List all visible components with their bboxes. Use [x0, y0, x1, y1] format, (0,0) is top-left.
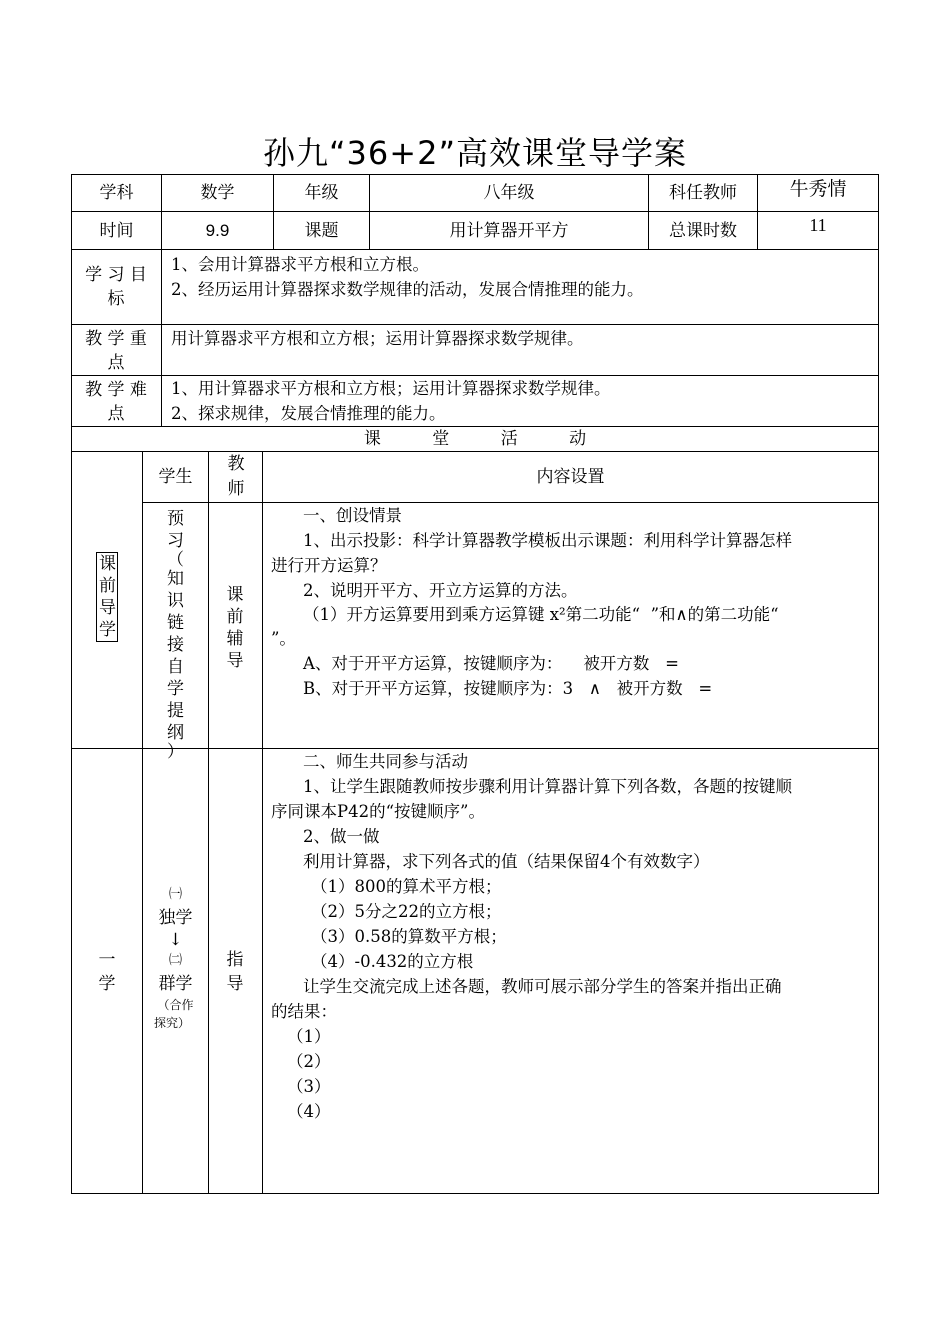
s2-line-6: （1）800的算术平方根；	[311, 877, 502, 896]
s2-line-12: （1）	[287, 1027, 331, 1046]
s2-line-1: 二、师生共同参与活动	[303, 752, 468, 771]
objective-line-2: 2、经历运用计算器探求数学规律的活动，发展合情推理的能力。	[171, 280, 644, 299]
section1-student: 预 习 （ 知 识 链 接 自 学 提 纲 ）	[167, 509, 184, 762]
student-step-2-marker: ㈡	[168, 953, 182, 968]
objectives-label: 学 习 目 标	[85, 265, 147, 309]
objective-line-1: 1、会用计算器求平方根和立方根。	[171, 255, 429, 274]
difficulty-line-1: 1、用计算器求平方根和立方根；运用计算器探求数学规律。	[171, 379, 611, 398]
difficulty-line-2: 2、探求规律，发展合情推理的能力。	[171, 404, 446, 423]
section2-student	[143, 884, 208, 1032]
section2-teacher: 指 导	[226, 950, 244, 994]
col-teacher-header: 教师	[227, 454, 245, 499]
s2-line-4: 2、做一做	[303, 827, 380, 846]
hours-label: 总课时数	[669, 220, 737, 241]
page-title: 孙九“36+2”高效课堂导学案	[262, 134, 688, 172]
hours-value: 11	[809, 215, 827, 235]
s2-line-14: （3）	[287, 1077, 331, 1096]
grade-label: 年级	[304, 183, 339, 203]
student-step-2: 群学	[158, 974, 193, 994]
teacher-label: 科任教师	[669, 183, 737, 203]
key-points-text: 用计算器求平方根和立方根；运用计算器探求数学规律。	[171, 329, 584, 348]
student-note-2: 探究）	[154, 1016, 191, 1030]
s2-line-13: （2）	[287, 1052, 331, 1071]
s1-line-2: 1、出示投影：科学计算器教学模板出示课题：利用科学计算器怎样	[303, 531, 792, 550]
s2-line-11: 的结果：	[271, 1002, 337, 1021]
section1-label: 课 前 导 学	[96, 552, 118, 642]
s2-line-9: （4）-0.432的立方根	[311, 952, 474, 971]
s2-line-2: 1、让学生跟随教师按步骤利用计算器计算下列各数，各题的按键顺	[303, 777, 792, 796]
subject-value: 数学	[200, 183, 235, 203]
difficulties-label: 教 学 难 点	[85, 380, 147, 424]
col-student-header: 学生	[158, 467, 193, 487]
topic-label: 课题	[304, 220, 339, 241]
student-step-1: 独学	[158, 908, 193, 928]
key-points-label: 教 学 重 点	[85, 329, 147, 373]
s2-line-5: 利用计算器，求下列各式的值（结果保留4个有效数字）	[303, 852, 710, 871]
s2-line-3: 序同课本P42的“按键顺序”。	[271, 802, 485, 821]
topic-value: 用计算器开平方	[449, 220, 569, 241]
col-content-header: 内容设置	[536, 467, 605, 487]
s1-line-7: A、对于开平方运算，按键顺序为： 被开方数 =	[303, 654, 679, 673]
s1-line-6: ”。	[271, 629, 296, 648]
activities-heading: 课 堂 活 动	[363, 429, 587, 449]
section1-teacher: 课 前 辅 导	[226, 585, 244, 671]
s2-line-7: （2）5分之22的立方根；	[311, 902, 502, 921]
grade-value: 八年级	[483, 183, 535, 203]
s1-line-3: 进行开方运算？	[271, 556, 387, 575]
s2-line-8: （3）0.58的算数平方根；	[311, 927, 507, 946]
time-label: 时间	[99, 220, 134, 241]
s1-line-4: 2、说明开平方、开立方运算的方法。	[303, 581, 578, 600]
s1-line-1: 一、创设情景	[303, 506, 402, 525]
teacher-value: 牛秀情	[789, 178, 847, 200]
s2-line-10: 让学生交流完成上述各题，教师可展示部分学生的答案并指出正确	[303, 977, 782, 996]
s1-line-5: （1）开方运算要用到乘方运算键 x²第二功能“ ”和∧的第二功能“	[303, 605, 779, 624]
time-value: 9.9	[205, 220, 230, 240]
s2-line-15: （4）	[287, 1102, 331, 1121]
s1-line-8: B、对于开平方运算，按键顺序为：3 ∧ 被开方数 =	[303, 679, 713, 698]
section2-label: 一 学	[98, 950, 116, 994]
arrow-down-icon: ↓	[168, 930, 183, 950]
student-note-1: （合作	[157, 998, 194, 1012]
student-step-1-marker: ㈠	[168, 887, 182, 902]
subject-label: 学科	[99, 183, 134, 203]
